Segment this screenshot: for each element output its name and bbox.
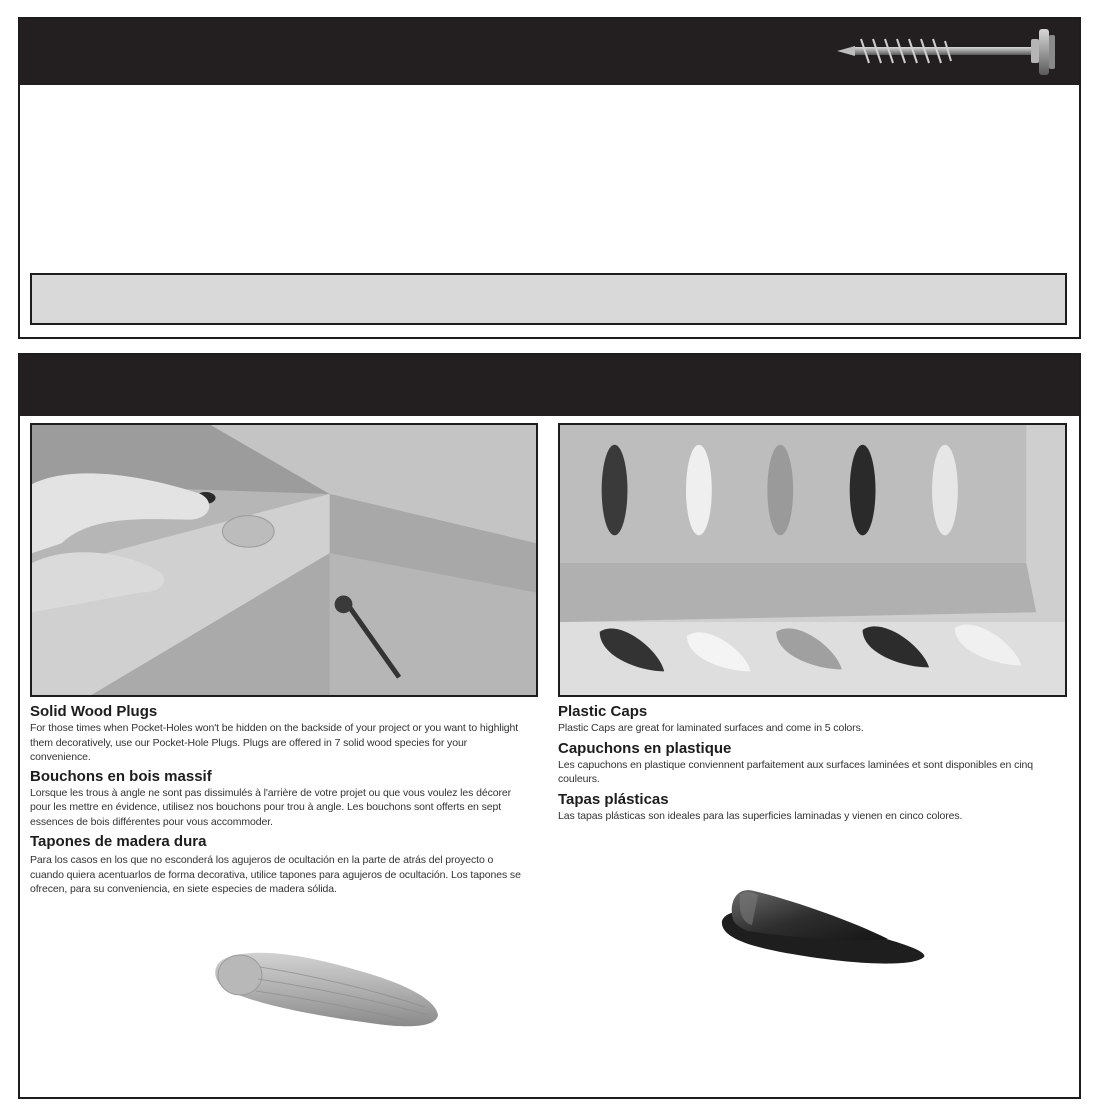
plastic-caps-en-title: Plastic Caps (558, 703, 648, 720)
solid-wood-es-body: Para los casos en los que no esconderá los agujeros de ocultación en la parte de atrás del proyecto o cuando quiera acentuarlos de forma decorativa, utilice tapones para agujeros de ocultación. Los tapones se ofrecen, para su conveniencia, en siete especies de madera sólida. (30, 854, 521, 895)
plastic-caps-fr-body: Les capuchons en plastique conviennent parfaitement aux surfaces laminées et sont disponibles en cinq couleurs. (558, 758, 1033, 785)
top-header-bar (20, 19, 1079, 85)
wood-plug-icon (210, 945, 442, 1035)
solid-wood-en-title: Solid Wood Plugs (30, 703, 158, 720)
plastic-caps-es-title: Tapas plásticas (558, 790, 669, 808)
top-panel (18, 17, 1081, 339)
wood-plug-photo (30, 423, 538, 697)
solid-wood-es-title: Tapones de madera dura (30, 833, 207, 850)
plastic-caps-section (558, 703, 1048, 823)
notice-box (30, 273, 1067, 325)
plastic-cap-icon (718, 885, 928, 967)
plastic-caps-en-body: Plastic Caps are great for laminated surfaces and come in 5 colors. (558, 722, 864, 734)
solid-wood-en-body: For those times when Pocket-Holes won't be hidden on the backside of your project or you want to highlight them decoratively, use our Pocket-Hole Plugs. Plugs are offered in 7 solid wood species for your convenience. (30, 722, 519, 763)
plastic-caps-photo (558, 423, 1067, 697)
plastic-caps-fr-title: Capuchons en plastique (558, 739, 732, 757)
solid-wood-fr-title: Bouchons en bois massif (30, 767, 212, 785)
bottom-header-bar (20, 355, 1079, 416)
plastic-caps-es-body: Las tapas plásticas son ideales para las superficies laminadas y vienen en cinco colores. (558, 809, 963, 822)
solid-wood-fr-body: Lorsque les trous à angle ne sont pas dissimulés à l'arrière de votre projet ou que vous voulez les décorer pour les mettre en évidence, utilisez nos bouchons pour trou à angle. Les bouchons sont offerts en sept essences de bois différentes pour vous accommoder. (30, 786, 511, 828)
solid-wood-plugs-section (30, 703, 525, 897)
bottom-panel (18, 353, 1081, 1099)
pocket-hole-screw-icon (835, 25, 1061, 79)
